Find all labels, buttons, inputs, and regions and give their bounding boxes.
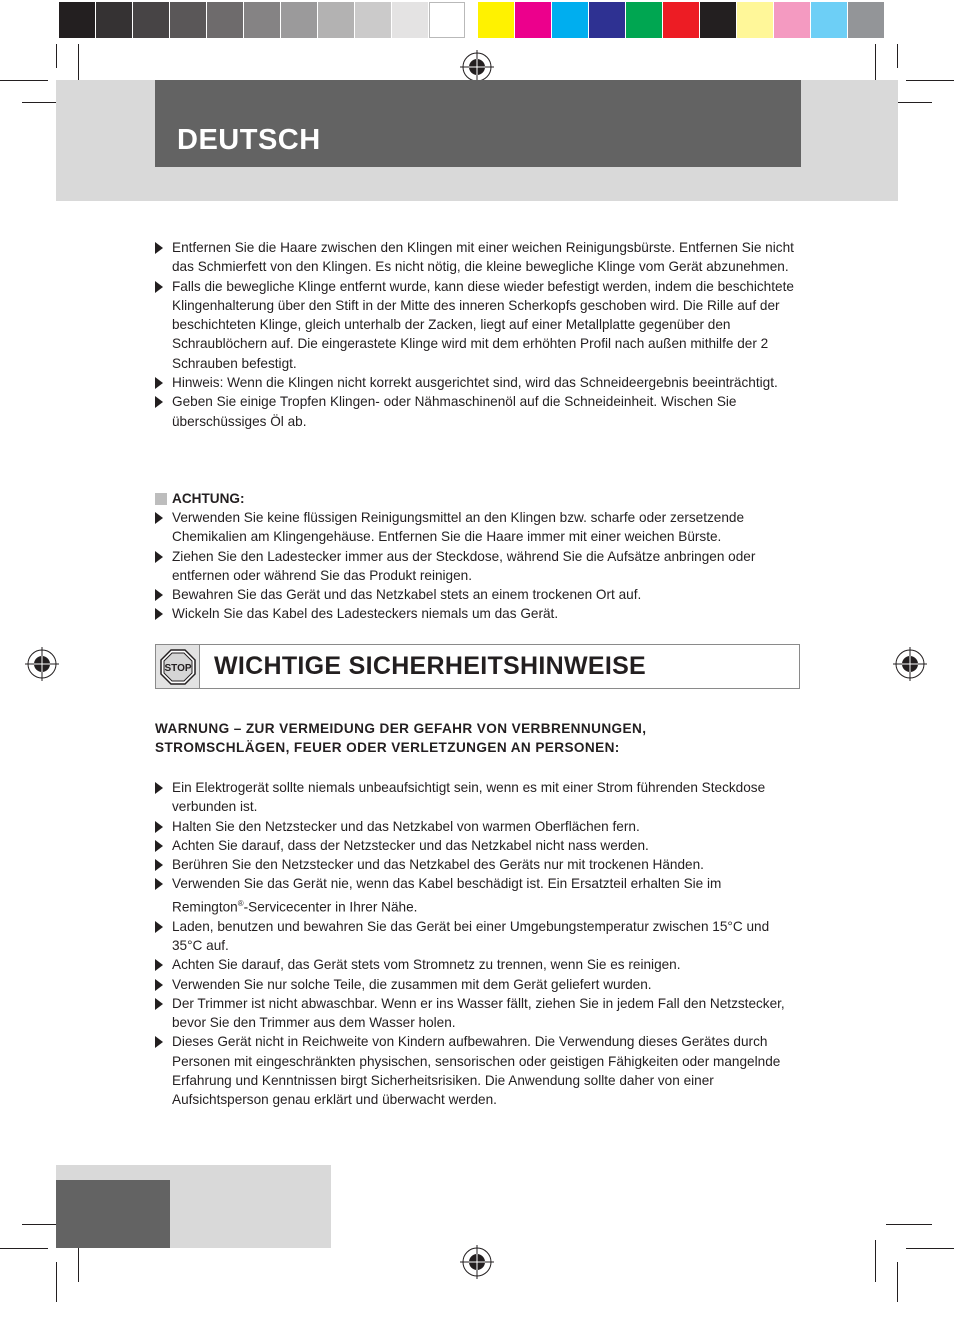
color-swatch bbox=[552, 2, 588, 38]
achtung-section bbox=[155, 489, 800, 624]
color-swatch bbox=[281, 2, 317, 38]
color-swatch bbox=[392, 2, 428, 38]
bullet-arrow-icon bbox=[155, 998, 163, 1010]
crop-mark bbox=[56, 1262, 57, 1302]
color-swatch bbox=[133, 2, 169, 38]
registration-mark-icon bbox=[893, 647, 927, 681]
bullet-arrow-icon bbox=[155, 959, 163, 971]
list-item: Laden, benutzen und bewahren Sie das Gerät bei einer Umgebungstemperatur zwischen 15°C und 35°C auf. bbox=[155, 917, 800, 956]
list-item: Der Trimmer ist nicht abwaschbar. Wenn er ins Wasser fällt, ziehen Sie in jedem Fall den Netzstecker, bevor Sie den Trimmer aus dem Wasser holen. bbox=[155, 994, 800, 1033]
color-swatch bbox=[700, 2, 736, 38]
page-title: DEUTSCH bbox=[177, 124, 321, 156]
bullet-arrow-icon bbox=[155, 551, 163, 563]
stop-sign-label: STOP bbox=[163, 662, 192, 674]
crop-mark bbox=[906, 1248, 954, 1249]
list-item: Verwenden Sie keine flüssigen Reinigungsmittel an den Klingen bzw. scharfe oder zersetzende Chemikalien am Klingengehäuse. Entfernen Sie die Haare immer mit einer weichen Bürste. bbox=[155, 508, 800, 547]
bullet-arrow-icon bbox=[155, 242, 163, 254]
crop-mark bbox=[0, 80, 48, 81]
color-swatch bbox=[663, 2, 699, 38]
color-swatch bbox=[626, 2, 662, 38]
stop-sign-cell bbox=[156, 645, 200, 688]
crop-mark bbox=[906, 80, 954, 81]
color-swatch bbox=[515, 2, 551, 38]
color-swatch bbox=[318, 2, 354, 38]
color-swatch bbox=[429, 2, 465, 38]
color-swatch bbox=[59, 2, 95, 38]
stop-sign-icon bbox=[159, 648, 197, 686]
registration-mark-icon bbox=[460, 50, 494, 84]
color-swatch bbox=[737, 2, 773, 38]
bullet-arrow-icon bbox=[155, 589, 163, 601]
list-item: Ziehen Sie den Ladestecker immer aus der Steckdose, während Sie die Aufsätze anbringen oder entfernen oder während Sie das Produkt reinigen. bbox=[155, 547, 800, 586]
color-calibration-bar bbox=[59, 2, 885, 38]
list-item: Achten Sie darauf, dass der Netzstecker und das Netzkabel nicht nass werden. bbox=[155, 836, 800, 855]
list-item: Dieses Gerät nicht in Reichweite von Kindern aufbewahren. Die Verwendung dieses Gerätes durch Personen mit eingeschränkten physischen, sensorischen oder geistigen Fähigkeiten oder mangelnde Erfahrung und Kenntnissen birgt Sicherheitsrisiken. Die Anwendung sollte daher von einer Aufsichtsperson genau erklärt und überwacht werden. bbox=[155, 1032, 800, 1109]
bullet-arrow-icon bbox=[155, 396, 163, 408]
bullet-arrow-icon bbox=[155, 281, 163, 293]
cleaning-list bbox=[155, 238, 800, 431]
list-item: Berühren Sie den Netzstecker und das Netzkabel des Geräts nur mit trockenen Händen. bbox=[155, 855, 800, 874]
list-item: Halten Sie den Netzstecker und das Netzkabel von warmen Oberflächen fern. bbox=[155, 817, 800, 836]
bullet-arrow-icon bbox=[155, 377, 163, 389]
crop-mark bbox=[875, 1240, 876, 1282]
list-item: Achten Sie darauf, das Gerät stets vom Stromnetz zu trennen, wenn Sie es reinigen. bbox=[155, 955, 800, 974]
safety-list bbox=[155, 778, 800, 1110]
square-bullet-icon bbox=[155, 493, 167, 505]
list-item: Falls die bewegliche Klinge entfernt wurde, kann diese wieder befestigt werden, indem die beschichtete Klingenhalterung über den Stift in der Mitte des inneren Scherkopfs geschoben wird. Die Rille auf der beschichteten Klinge, gleich unterhalb der Zacken, liegt auf einer Metallplatte gegenüber den Schraublöchern auf. Die eingerastete Klinge wird mit dem erhöhten Profil nach außen mithilfe der 2 Schrauben befestigt. bbox=[155, 277, 800, 373]
cleaning-section bbox=[155, 238, 800, 431]
list-item: Ein Elektrogerät sollte niemals unbeaufsichtigt sein, wenn es mit einer Strom führenden Steckdose verbunden ist. bbox=[155, 778, 800, 817]
color-swatch bbox=[96, 2, 132, 38]
crop-mark bbox=[897, 1262, 898, 1302]
bullet-arrow-icon bbox=[155, 979, 163, 991]
bullet-arrow-icon bbox=[155, 782, 163, 794]
list-item: Verwenden Sie das Gerät nie, wenn das Kabel beschädigt ist. Ein Ersatzteil erhalten Sie im Remington®-Servicecenter in Ihrer Nähe. bbox=[155, 874, 800, 916]
list-item: Hinweis: Wenn die Klingen nicht korrekt ausgerichtet sind, wird das Schneideergebnis beeinträchtigt. bbox=[155, 373, 800, 392]
bullet-arrow-icon bbox=[155, 921, 163, 933]
color-swatch bbox=[589, 2, 625, 38]
list-item: Verwenden Sie nur solche Teile, die zusammen mit dem Gerät geliefert wurden. bbox=[155, 975, 800, 994]
color-swatch bbox=[355, 2, 391, 38]
registration-mark-icon bbox=[25, 647, 59, 681]
safety-banner bbox=[155, 644, 800, 689]
list-item: Geben Sie einige Tropfen Klingen- oder Nähmaschinenöl auf die Schneideinheit. Wischen Sie überschüssiges Öl ab. bbox=[155, 392, 800, 431]
color-swatch bbox=[774, 2, 810, 38]
registration-mark-icon bbox=[460, 1245, 494, 1279]
bullet-arrow-icon bbox=[155, 840, 163, 852]
crop-mark bbox=[897, 44, 898, 68]
safety-title: WICHTIGE SICHERHEITSHINWEISE bbox=[214, 652, 647, 680]
bullet-arrow-icon bbox=[155, 608, 163, 620]
color-swatch bbox=[207, 2, 243, 38]
crop-mark bbox=[886, 1224, 932, 1225]
crop-mark bbox=[56, 44, 57, 68]
achtung-heading: ACHTUNG: bbox=[155, 489, 800, 508]
list-item: Entfernen Sie die Haare zwischen den Klingen mit einer weichen Reinigungsbürste. Entfernen Sie nicht das Schmierfett von den Klingen. Es nicht nötig, die kleine bewegliche Klinge vom Gerät abzunehmen. bbox=[155, 238, 800, 277]
warning-heading: WARNUNG – ZUR VERMEIDUNG DER GEFAHR VON VERBRENNUNGEN, STROMSCHLÄGEN, FEUER ODER VERLETZUNGEN AN PERSONEN: bbox=[155, 721, 647, 755]
bullet-arrow-icon bbox=[155, 512, 163, 524]
list-item: Bewahren Sie das Gerät und das Netzkabel stets an einem trockenen Ort auf. bbox=[155, 585, 800, 604]
color-swatch bbox=[170, 2, 206, 38]
color-swatch bbox=[244, 2, 280, 38]
color-swatch bbox=[848, 2, 884, 38]
list-item: Wickeln Sie das Kabel des Ladesteckers niemals um das Gerät. bbox=[155, 604, 800, 623]
bullet-arrow-icon bbox=[155, 878, 163, 890]
achtung-list bbox=[155, 508, 800, 624]
swatch-gap bbox=[466, 2, 478, 38]
bullet-arrow-icon bbox=[155, 1036, 163, 1048]
bullet-arrow-icon bbox=[155, 859, 163, 871]
color-swatch bbox=[478, 2, 514, 38]
bullet-arrow-icon bbox=[155, 821, 163, 833]
color-swatch bbox=[811, 2, 847, 38]
safety-section bbox=[155, 778, 800, 1110]
footer-page-box bbox=[56, 1180, 170, 1248]
crop-mark bbox=[0, 1248, 48, 1249]
